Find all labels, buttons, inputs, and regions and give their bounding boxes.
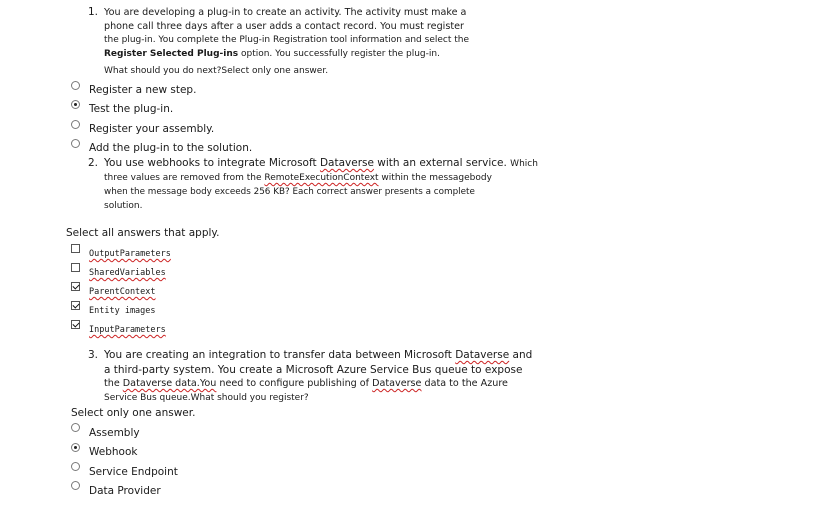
misspelled-word: Dataverse <box>372 378 422 389</box>
answer-label: OutputParameters <box>89 249 171 259</box>
bold-option-name: Register Selected Plug-ins <box>104 49 239 59</box>
checkbox[interactable] <box>71 244 80 253</box>
question-text-fragment: with an external service. <box>373 157 511 169</box>
misspelled-word: Dataverse <box>455 349 510 361</box>
question-text-line: a third-party system. You create a Microsoft Azure Service Bus queue to expose <box>104 364 523 376</box>
answer-label: SharedVariables <box>89 268 166 278</box>
question-text-fragment: within the messagebody <box>378 173 492 183</box>
question-text-fragment: data to the Azure <box>421 378 508 389</box>
radio-button[interactable] <box>71 481 80 490</box>
answer-label: Entity images <box>89 306 156 316</box>
checkbox-checked[interactable] <box>71 320 80 329</box>
question-text-fragment: You are creating an integration to transfer data between Microsoft <box>104 349 456 361</box>
radio-button[interactable] <box>71 81 80 90</box>
question-text-fragment: You use webhooks to integrate Microsoft <box>104 157 320 169</box>
question-text-line <box>104 173 492 183</box>
answer-label: Assembly <box>89 427 140 439</box>
question-text-line <box>104 378 508 389</box>
question-text-line: solution. <box>104 201 143 211</box>
misspelled-word: Dataverse <box>319 157 374 169</box>
checkbox-checked[interactable] <box>71 282 80 291</box>
question-number: 2. <box>88 157 99 169</box>
answer-label: Data Provider <box>89 485 161 497</box>
question-prompt: Select only one answer. <box>71 407 196 419</box>
answer-label: ParentContext <box>89 287 156 297</box>
question-text-line: when the message body exceeds 256 KB? Each correct answer presents a complete <box>104 187 475 197</box>
question-text-fragment: Which <box>510 159 538 169</box>
question-prompt: Select all answers that apply. <box>66 227 220 239</box>
question-text-line <box>104 157 538 169</box>
radio-button[interactable] <box>71 462 80 471</box>
answer-label: Register a new step. <box>89 84 197 96</box>
answer-label: Test the plug-in. <box>89 103 174 115</box>
question-text-line: the plug-in. You complete the Plug-in Registration tool information and select the <box>104 35 470 45</box>
question-text-line: phone call three days after a user adds a contact record. You must register <box>104 21 464 32</box>
misspelled-word: RemoteExecutionContext <box>264 173 379 183</box>
answer-label: Add the plug-in to the solution. <box>89 142 253 154</box>
question-text-line: You are developing a plug-in to create an activity. The activity must make a <box>104 7 467 18</box>
answer-label: InputParameters <box>89 325 166 335</box>
answer-label: Register your assembly. <box>89 123 215 135</box>
radio-button-selected[interactable] <box>71 100 80 109</box>
question-text-fragment: and <box>509 349 533 361</box>
question-text-fragment: option. You successfully register the plug-in. <box>238 49 440 59</box>
checkbox-checked[interactable] <box>71 301 80 310</box>
checkbox[interactable] <box>71 263 80 272</box>
radio-button[interactable] <box>71 120 80 129</box>
question-number: 1. <box>88 6 99 18</box>
radio-button[interactable] <box>71 139 80 148</box>
question-text-fragment: three values are removed from the <box>104 173 265 183</box>
radio-button-selected[interactable] <box>71 443 80 452</box>
answer-label: Service Endpoint <box>89 466 178 478</box>
radio-button[interactable] <box>71 423 80 432</box>
answer-label: Webhook <box>89 446 138 458</box>
question-text-fragment: the <box>104 378 123 389</box>
question-text-line <box>104 49 440 59</box>
question-text-line: Service Bus queue.What should you register? <box>104 393 309 403</box>
question-number: 3. <box>88 349 99 361</box>
question-text-line <box>104 349 532 361</box>
question-text-fragment: need to configure publishing of <box>216 378 373 389</box>
question-prompt: What should you do next?Select only one answer. <box>104 66 329 76</box>
misspelled-word: Dataverse data.You <box>122 378 217 389</box>
